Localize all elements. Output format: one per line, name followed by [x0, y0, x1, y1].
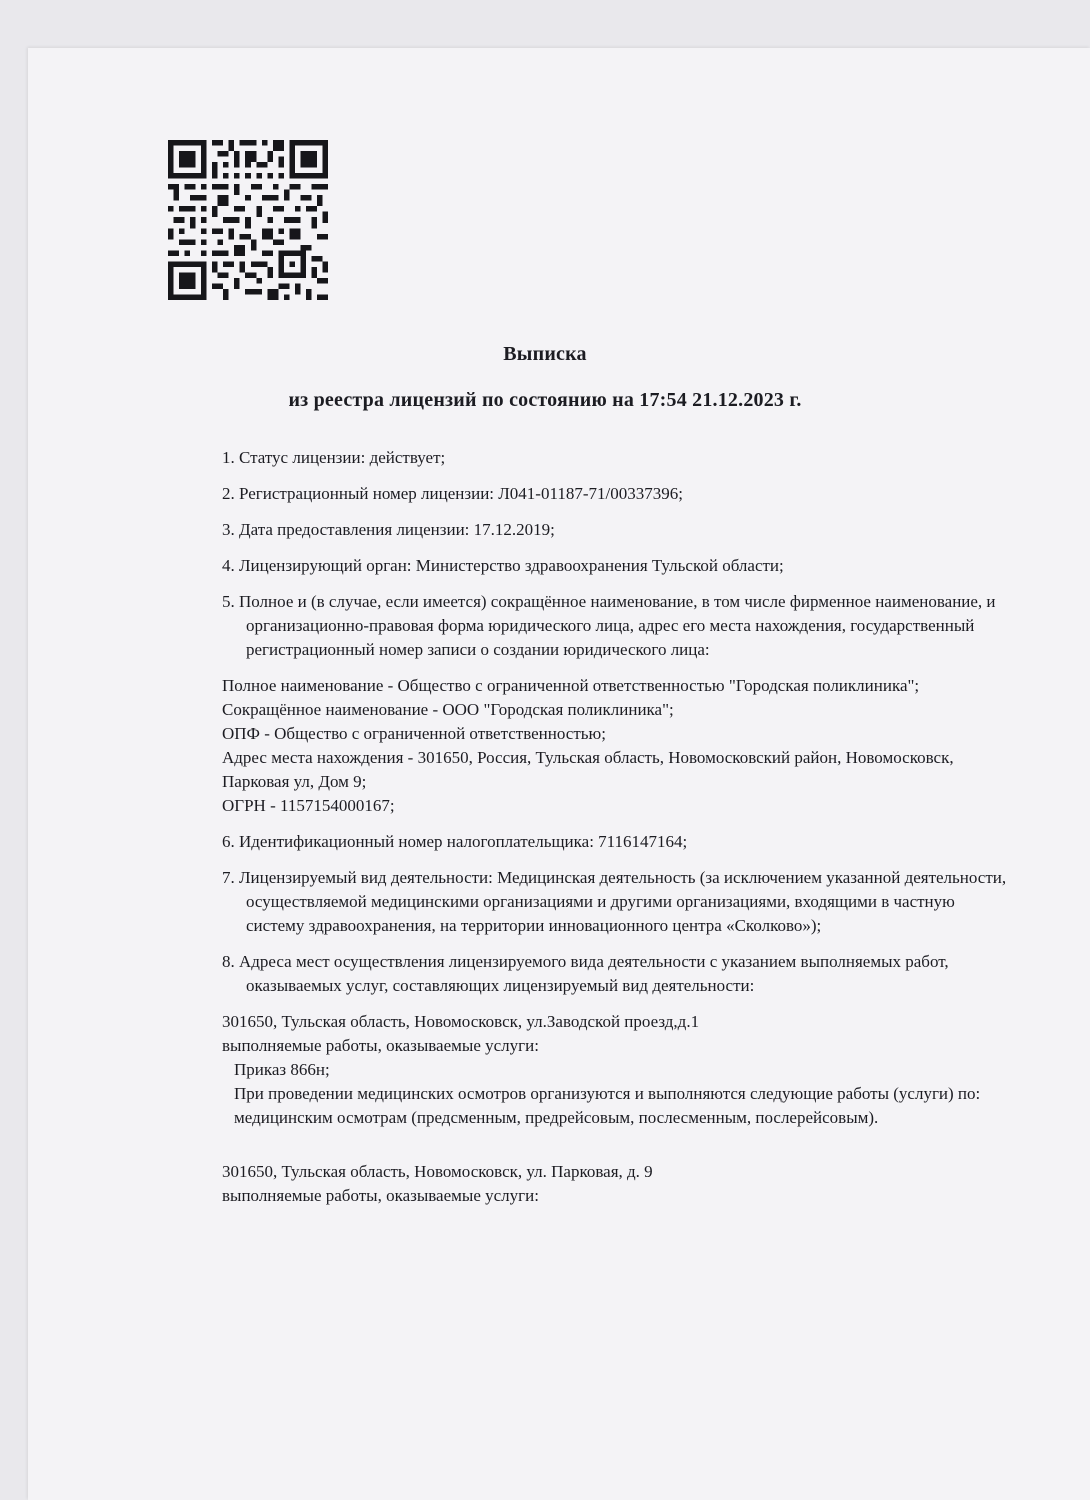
place-address: 301650, Тульская область, Новомосковск, ул. Парковая, д. 9 — [222, 1162, 653, 1181]
list-item: 4. Лицензирующий орган: Министерство здравоохранения Тульской области; — [222, 556, 784, 575]
org-opf: ОПФ - Общество с ограниченной ответственностью; — [222, 724, 606, 743]
list-item: 2. Регистрационный номер лицензии: Л041-01187-71/00337396; — [222, 484, 683, 503]
activity-place — [222, 1160, 1012, 1208]
place-works-list: медицинским осмотрам (предсменным, предрейсовым, послесменным, послерейсовым). — [234, 1108, 879, 1127]
list-item: 6. Идентификационный номер налогоплательщика: 7116147164; — [222, 832, 688, 851]
org-address: Адрес места нахождения - 301650, Россия, Тульская область, Новомосковский район, Новомосковск, Парковая ул, Дом 9; — [222, 748, 954, 791]
list-item: 3. Дата предоставления лицензии: 17.12.2019; — [222, 520, 555, 539]
place-works-label: выполняемые работы, оказываемые услуги: — [222, 1186, 539, 1205]
list-item: 8. Адреса мест осуществления лицензируемого вида деятельности с указанием выполняемых работ, оказываемых услуг, составляющих лицензируемый вид деятельности: — [222, 952, 949, 995]
place-works-label: выполняемые работы, оказываемые услуги: — [222, 1036, 539, 1055]
document-title: Выписка — [503, 343, 587, 365]
org-ogrn: ОГРН - 1157154000167; — [222, 796, 395, 815]
org-details — [222, 674, 1012, 818]
org-full-name: Полное наименование - Общество с ограниченной ответственностью "Городская поликлиника"; — [222, 676, 920, 695]
place-address: 301650, Тульская область, Новомосковск, ул.Заводской проезд,д.1 — [222, 1012, 700, 1031]
org-short-name: Сокращённое наименование - ООО "Городская поликлиника"; — [222, 700, 674, 719]
document-subtitle: из реестра лицензий по состоянию на 17:54 21.12.2023 г. — [288, 389, 802, 411]
qr-code — [168, 140, 328, 300]
list-item: 7. Лицензируемый вид деятельности: Медицинская деятельность (за исключением указанной деятельности, осуществляемой медицинскими организациями и другими организациями, входящими в частную систему здравоохранения, на территории инновационного центра «Сколково»); — [222, 868, 1007, 935]
place-works-text: При проведении медицинских осмотров организуются и выполняются следующие работы (услуги) по: — [234, 1084, 981, 1103]
document-body — [222, 446, 1012, 1220]
place-order: Приказ 866н; — [234, 1060, 330, 1079]
activity-place — [222, 1010, 1012, 1130]
list-item: 1. Статус лицензии: действует; — [222, 448, 446, 467]
list-item: 5. Полное и (в случае, если имеется) сокращённое наименование, в том числе фирменное наименование, и организационно-правовая форма юридического лица, адрес его места нахождения, государственный регистрационный номер записи о создании юридического лица: — [222, 592, 996, 659]
